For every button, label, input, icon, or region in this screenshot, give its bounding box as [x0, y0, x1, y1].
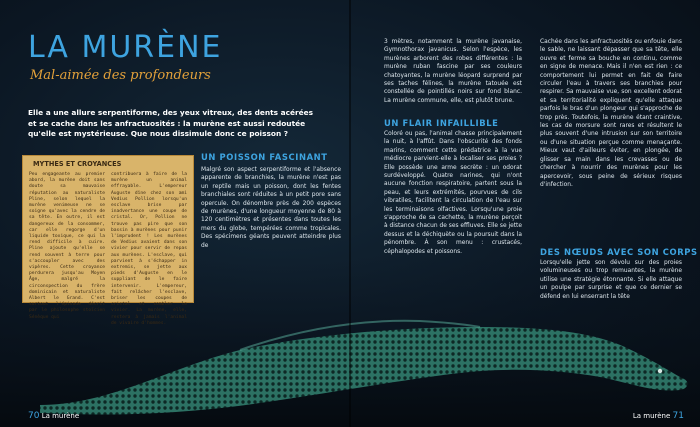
running-title-left: La murène — [41, 412, 80, 420]
body-fascinating-fish: Malgré son aspect serpentiforme et l'absence apparente de branchies, la murène n'est pas un reptile mais un poisson, dont les fentes branchiales sont réduites à un petit pore sans opercule. On dénombre près de 200 espèces de murènes, d'une longueur moyenne de 80 à 120 centimètres et présentes dans toutes les mers du globe, tempérées comme tropicales. Des spécimens géants peuvent atteindre plus de — [201, 167, 341, 249]
body-infallible-flair: Coloré ou pas, l'animal chasse principalement la nuit, à l'affût. Dans l'obscurité des fonds marins, comment cette prédatrice à la vue médiocre parvient-elle à localiser ses proies ? Elle possède une arme secrète : un odorat surdéveloppé. Quatre narines, qui n'ont aucune fonction respiratoire, partent sous la peau, et leurs extrémités, pourvues de cils vibratiles, facilitent la circulation de l'eau sur les terminaisons olfactives. Lorsqu'une proie s'approche de sa cachette, la murène perçoit à distance chacun de ses effluves. Elle se jette dessus et la déchiquète ou la poursuit dans la pénombre. À son menu : crustacés, céphalopodes et poissons. — [384, 131, 522, 255]
folio-left — [28, 411, 79, 421]
folio-right — [633, 411, 684, 421]
sidebar-column-1: Peu engageante au premier abord, la murène doit sans doute sa mauvaise réputation au naturaliste Pline, selon lequel la murène venimeuse ne se soigne qu'avec la cendre de sa tête. En outre, il est dangereux de la consommer, car elle regorge d'un liquide toxique, ce qui la rend difficile à cuire. Pline ajoute qu'elle se rend souvent à terre pour s'accoupler avec des vipères. Cette croyance perdurera jusqu'au Moyen Âge, malgré la circonspection du frère dominicain et naturaliste Albert le Grand. C'est surtout l'épisode décrit par le philosophe stoïcien Sénèque qui — [29, 172, 105, 320]
heading-fascinating-fish: UN POISSON FASCINANT — [201, 152, 328, 162]
myths-sidebar — [22, 155, 194, 326]
sidebar-title: MYTHES ET CROYANCES — [33, 160, 122, 168]
body-knots: Lorsqu'elle jette son dévolu sur des proies volumineuses ou trop remuantes, la murène utilise une stratégie étonnante. Si elle attaque un poulpe par surprise et que ce dernier se défend en lui enserrant la tête — [540, 260, 682, 300]
heading-infallible-flair: UN FLAIR INFAILLIBLE — [384, 118, 499, 128]
page-gutter — [349, 0, 351, 427]
body-behaviour: Cachée dans les anfractuosités ou enfouie dans le sable, ne laissant dépasser que sa tête, elle ouvre et ferme sa bouche en continu, comme en signe de menace. Mais il n'en est rien : ce comportement lui permet en fait de faire circuler l'eau à travers ses branchies pour respirer. Sa mauvaise vue, son excellent odorat et sa territorialité expliquent qu'elle attaque parfois le bras d'un plongeur qui s'approche de trop près. Toutefois, la murène étant craintive, les cas de morsure sont rares et résultent le plus souvent d'une intrusion sur son territoire ou d'une situation perçue comme menaçante. Mieux vaut d'ailleurs éviter, en plongée, de glisser sa main dans les crevasses ou de chercher à nourrir des murènes pour les apercevoir, sous peine de sérieux risques d'infection. — [540, 39, 682, 188]
heading-knots: DES NŒUDS AVEC SON CORPS — [540, 247, 698, 257]
page-number-right: 71 — [672, 411, 684, 421]
sidebar-columns — [29, 172, 187, 327]
page-title: LA MURÈNE — [28, 30, 223, 65]
sidebar-column-2: contribuera à faire de la murène un animal effrayable. L'empereur Auguste dîne chez son ami Vedius Pollion lorsqu'un esclave brise par inadvertance une coupe de cristal. Or, Pollion ne trouve pas pire que son bassin à murènes pour punir l'imprudent ! Les murènes de Vedius avaient dans son vivier pour servir de repas aux murènes. L'esclave, qui parvient à s'échapper in extremis, se jette aux pieds d'Auguste en le suppliant de le faire intervenir. L'empereur, fait relâcher l'esclave, briser les coupes de cristal et combler le vivier. La murène, elle, restera à jamais l'animal de vivaire d'hommes. — [111, 172, 187, 326]
running-title-right: La murène — [632, 412, 671, 420]
page-number-left: 70 — [28, 411, 40, 421]
page-subtitle: Mal-aimée des profondeurs — [30, 68, 211, 83]
intro-paragraph: Elle a une allure serpentiforme, des yeux vitreux, des dents acérées et se cache dans les anfractuosités : la murène est aussi redoutée qu'elle est mystérieuse. Que nous dissimule donc ce poisson ? — [28, 108, 314, 138]
body-species: 3 mètres, notamment la murène javanaise, Gymnothorax javanicus. Selon l'espèce, les murènes arborent des robes différentes : la murène ruban fascine par ses couleurs chatoyantes, la murène léopard surprend par ses taches félines, la murène tatouée est constellée de pointillés noirs sur fond blanc. La murène commune, elle, est plutôt brune. — [384, 39, 522, 104]
